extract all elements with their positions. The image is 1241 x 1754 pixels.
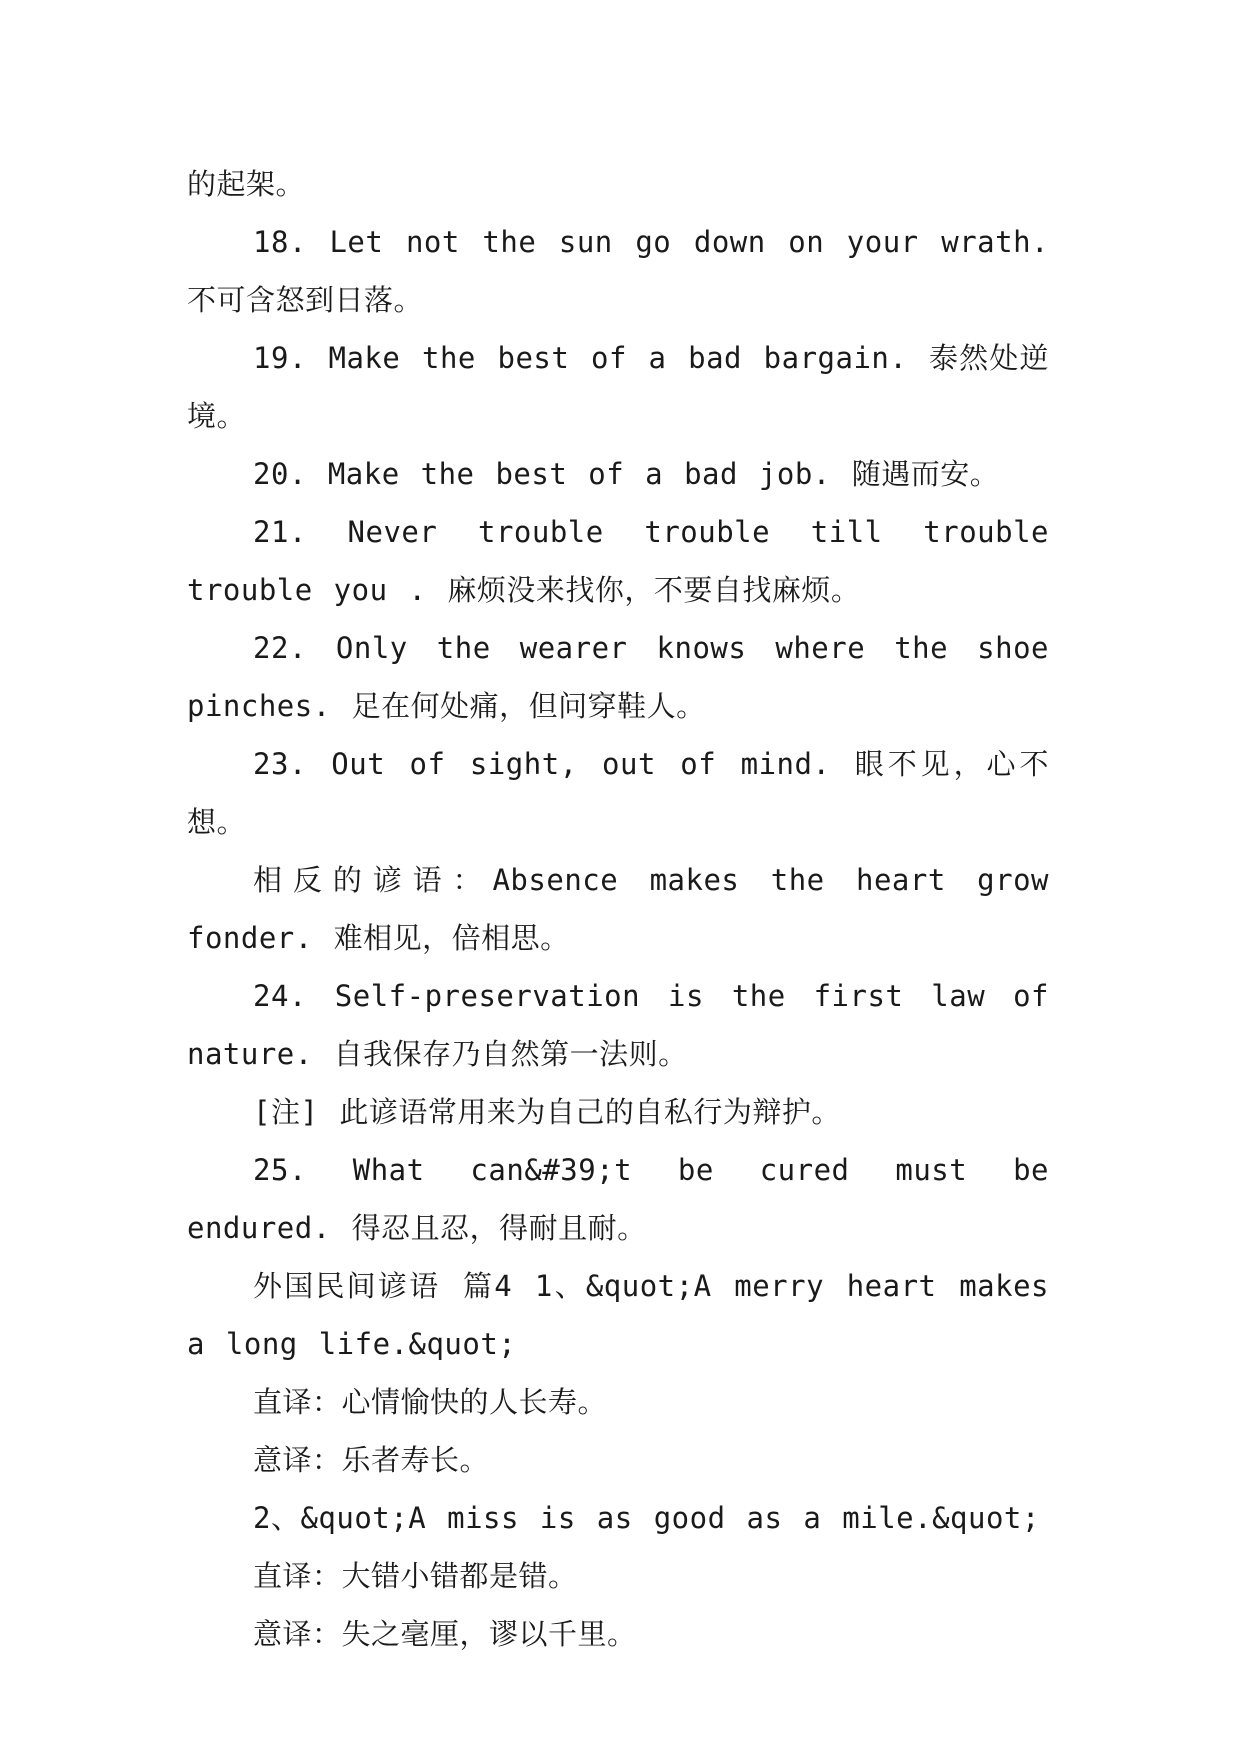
proverb-19: 19. Make the best of a bad bargain. 泰然处逆境。 [187,341,1049,433]
literal-translation: 直译：大错小错都是错。 [253,1559,578,1593]
proverb-20: 20. Make the best of a bad job. 随遇而安。 [253,457,1000,491]
proverb-24: 24. Self-preservation is the first law of nature. 自我保存乃自然第一法则。 [187,979,1049,1071]
proverb-23-opposite: 相反的谚语：Absence makes the heart grow fonder. 难相见，倍相思。 [187,863,1049,955]
proverb-23: 23. Out of sight, out of mind. 眼不见，心不想。 [187,747,1049,839]
free-translation: 意译：失之毫厘，谬以千里。 [253,1617,637,1651]
proverb-2: 2、&quot;A miss is as good as a mile.&quot; [253,1501,1040,1535]
literal-translation: 直译：心情愉快的人长寿。 [253,1385,608,1419]
proverb-21: 21. Never trouble trouble till trouble trouble you . 麻烦没来找你，不要自找麻烦。 [187,515,1049,607]
proverb-24-note: [注] 此谚语常用来为自己的自私行为辩护。 [253,1095,841,1129]
proverb-18: 18. Let not the sun go down on your wrath. 不可含怒到日落。 [187,225,1049,317]
paragraph-fragment: 的起架。 [187,167,306,201]
proverb-22: 22. Only the wearer knows where the shoe pinches. 足在何处痛，但问穿鞋人。 [187,631,1049,723]
free-translation: 意译：乐者寿长。 [253,1443,490,1477]
document-body [187,155,1049,1663]
section-4-heading: 外国民间谚语 篇4 1、&quot;A merry heart makes a long life.&quot; [187,1269,1049,1361]
proverb-25: 25. What can&#39;t be cured must be endured. 得忍且忍，得耐且耐。 [187,1153,1049,1245]
